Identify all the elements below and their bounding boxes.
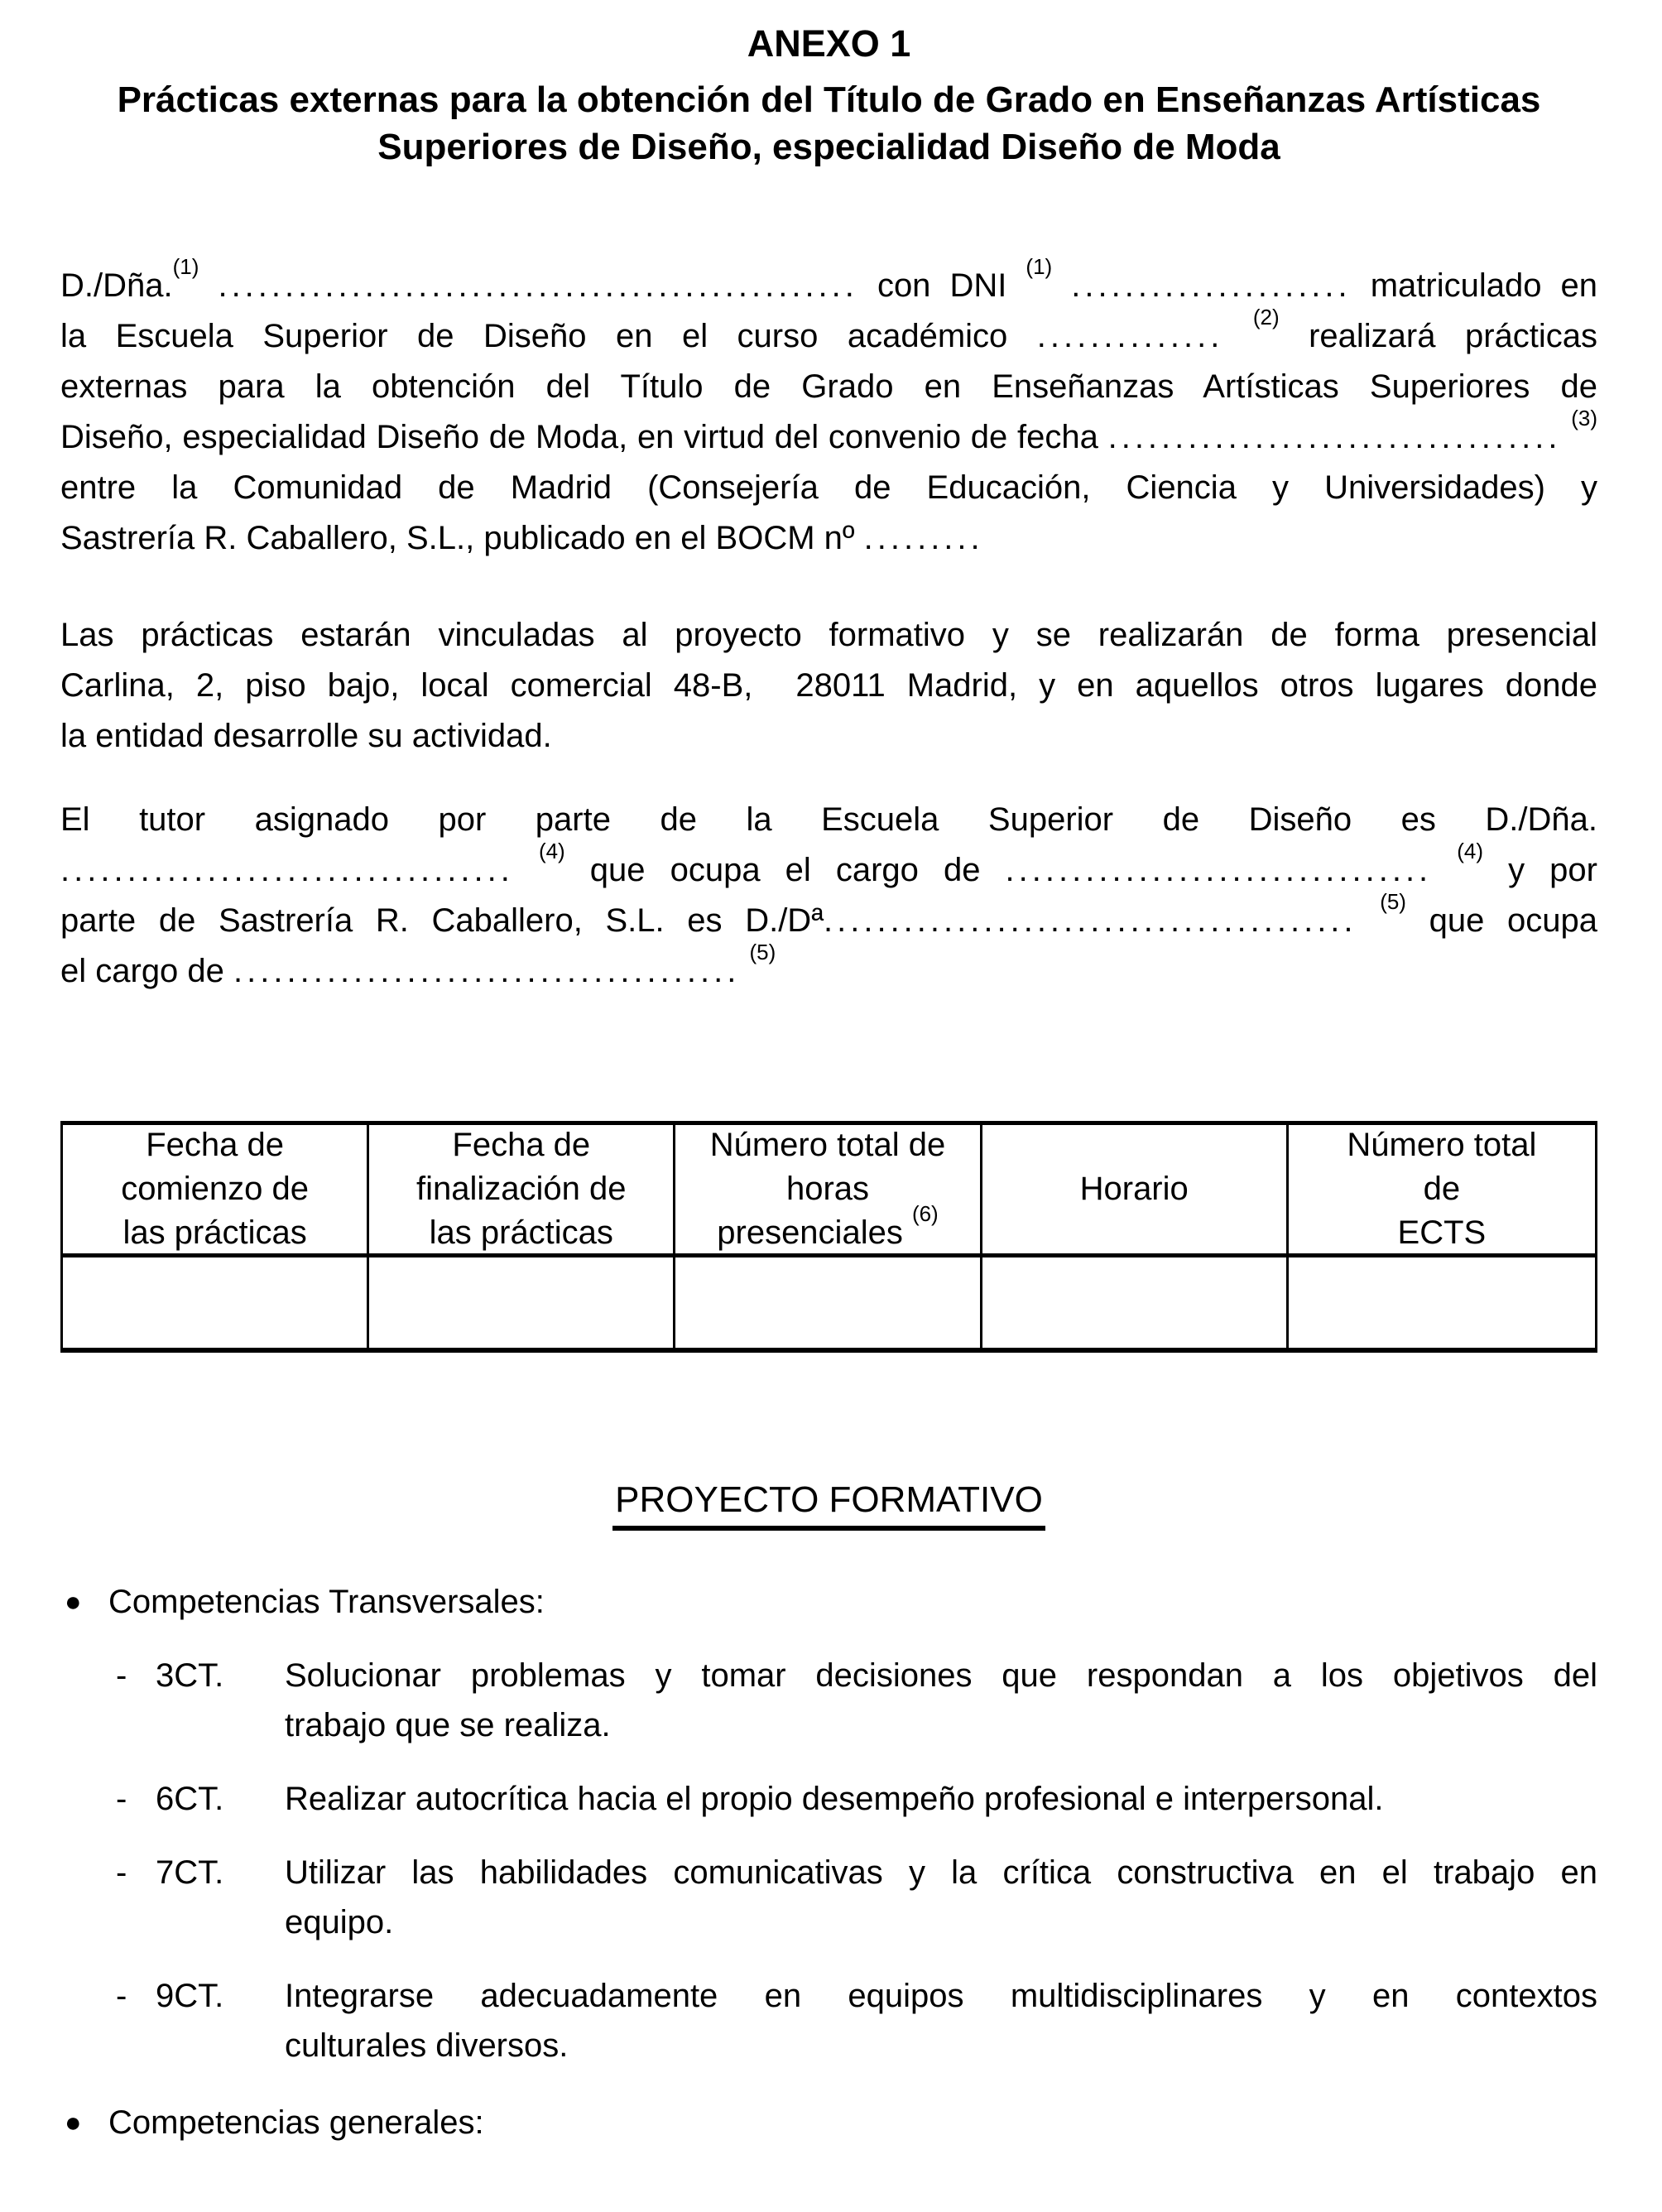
paragraph-student <box>60 253 1598 564</box>
text-line: la Escuela Superior de Diseño en el curso académico .............. $^{(2)}$ realizará prácticas <box>60 304 1598 354</box>
text-line: Fecha de <box>146 1127 284 1163</box>
section-heading: PROYECTO FORMATIVO <box>612 1479 1045 1531</box>
text-line: Las prácticas estarán vinculadas al proyecto formativo y se realizarán de forma presencial <box>60 617 1597 653</box>
text-line: Horario <box>1079 1171 1189 1207</box>
text-line: Utilizar las habilidades comunicativas y la crítica constructiva en el trabajo en <box>285 1854 1597 1891</box>
text-line: El tutor asignado por parte de la Escuela Superior de Diseño es D./Dña. <box>60 801 1597 838</box>
text-line: externas para la obtención del Título de Grado en Enseñanzas Artísticas Superiores de <box>60 368 1597 405</box>
table-header-cell-total-ects <box>1289 1125 1595 1253</box>
ct-text <box>285 1848 1597 1947</box>
footnote-marker: (6) <box>911 1200 939 1226</box>
table-body-row <box>63 1257 1595 1348</box>
table-header-cell-end-date <box>369 1125 675 1253</box>
dotted-blank: ................................ <box>1005 852 1433 888</box>
page-subtitle-line: Prácticas externas para la obtención del Título de Grado en Enseñanzas Artísticas <box>117 79 1541 120</box>
text-line: comienzo de <box>121 1171 309 1207</box>
text-line: Diseño, especialidad Diseño de Moda, en virtud del convenio de fecha .................................. $^{(3)}$ <box>60 405 1597 455</box>
dotted-blank: .................................. <box>60 852 514 888</box>
text-line: culturales diversos. <box>285 2027 569 2064</box>
text-line: trabajo que se realiza. <box>285 1707 611 1743</box>
ct-dash: - <box>116 1854 127 1891</box>
ct-item <box>116 1651 1597 1750</box>
text-line: Sastrería R. Caballero, S.L., publicado en el BOCM nº ......... <box>60 520 984 556</box>
ct-item <box>116 1774 1597 1824</box>
bullet-icon: ● <box>65 1586 82 1618</box>
footnote-marker: (5) <box>749 939 776 964</box>
table-body-cell-total-hours <box>675 1257 982 1348</box>
text-line: finalización de <box>416 1171 627 1207</box>
text-line: .................................. $^{(4)}$ que ocupa el cargo de ................................ $^{(4)}$ y por <box>60 838 1597 888</box>
footnote-marker: (4) <box>538 838 565 863</box>
footnote-marker: (1) <box>172 253 199 279</box>
dotted-blank: ........................................ <box>824 902 1357 939</box>
text-line: la entidad desarrolle su actividad. <box>60 718 552 754</box>
text-line: entre la Comunidad de Madrid (Consejería de Educación, Ciencia y Universidades) y <box>60 469 1597 506</box>
dotted-blank: .............. <box>1036 318 1224 354</box>
footnote-marker: (5) <box>1380 888 1406 914</box>
paragraph-tutors <box>60 795 1597 997</box>
paragraph-location <box>60 610 1597 762</box>
ct-text <box>285 1774 1597 1824</box>
bullet-label: Competencias generales: <box>108 2104 484 2141</box>
table-header-cell-schedule <box>982 1125 1289 1253</box>
page-title: ANEXO 1 <box>747 22 911 65</box>
dotted-blank: ..................... <box>1071 267 1352 304</box>
ct-dash: - <box>116 1657 127 1694</box>
ct-code: 9CT. <box>156 1978 224 2014</box>
footnote-marker: (3) <box>1571 405 1597 430</box>
text-line: las prácticas <box>122 1214 307 1251</box>
text-line: Carlina, 2, piso bajo, local comercial 48-B, 28011 Madrid, y en aquellos otros lugares donde <box>60 667 1597 704</box>
text-line: de <box>1423 1171 1461 1207</box>
bullet-group-generales <box>60 2098 1597 2147</box>
table-header-row <box>63 1125 1595 1257</box>
text-line: las prácticas <box>429 1214 613 1251</box>
ct-code: 7CT. <box>156 1854 224 1891</box>
text-line: Solucionar problemas y tomar decisiones que respondan a los objetivos del <box>285 1657 1597 1694</box>
text-line: parte de Sastrería R. Caballero, S.L. es D./Dª........................................ $^{(5)}$ que ocupa <box>60 888 1597 939</box>
ct-dash: - <box>116 1978 127 2014</box>
bullet-row <box>60 2098 1597 2147</box>
ct-text <box>285 1971 1597 2070</box>
page-subtitle-line: Superiores de Diseño, especialidad Diseño de Moda <box>377 127 1280 167</box>
table-body-cell-end-date <box>369 1257 675 1348</box>
table-body-cell-start-date <box>63 1257 369 1348</box>
table-body-cell-total-ects <box>1289 1257 1595 1348</box>
footnote-marker: (2) <box>1252 304 1280 329</box>
text-line: ECTS <box>1397 1214 1487 1251</box>
table-header-cell-total-hours <box>675 1125 982 1253</box>
text-line: equipo. <box>285 1904 394 1940</box>
text-line: el cargo de ...................................... $^{(5)}$ <box>60 939 776 989</box>
dotted-blank: .................................. <box>1107 419 1562 455</box>
bullet-label: Competencias Transversales: <box>108 1584 545 1620</box>
footnote-marker: (4) <box>1457 838 1484 863</box>
table-header-cell-start-date <box>63 1125 369 1253</box>
text-line: Integrarse adecuadamente en equipos multidisciplinares y en contextos <box>285 1978 1597 2014</box>
section-heading-wrap <box>60 1479 1597 1531</box>
text-line: D./Dña.$^{(1)}$ ................................................ con DNI $^{(1)}$ ..................... matriculado en <box>60 253 1598 304</box>
text-line: presenciales $^{(6)}$ <box>717 1200 939 1251</box>
ct-text <box>285 1651 1597 1750</box>
text-line: Fecha de <box>452 1127 591 1163</box>
text-line: Realizar autocrítica hacia el propio desempeño profesional e interpersonal. <box>285 1781 1384 1817</box>
ct-dash: - <box>116 1781 127 1817</box>
ct-list <box>60 1651 1597 2070</box>
bullet-group-transversales <box>60 1577 1597 2070</box>
table-body-cell-schedule <box>982 1257 1289 1348</box>
ct-code: 3CT. <box>156 1657 224 1694</box>
dotted-blank: ................................................ <box>218 267 858 304</box>
text-line: horas <box>785 1171 870 1207</box>
text-line: Número total de <box>709 1127 946 1163</box>
dotted-blank: ......... <box>863 520 984 556</box>
practice-schedule-table <box>60 1121 1597 1353</box>
footnote-marker: (1) <box>1026 253 1053 279</box>
dotted-blank: ...................................... <box>233 953 741 989</box>
bullet-icon: ● <box>65 2107 82 2138</box>
bullet-row <box>60 1577 1597 1627</box>
page-subtitle <box>60 76 1597 171</box>
ct-item <box>116 1971 1597 2070</box>
ct-code: 6CT. <box>156 1781 224 1817</box>
ct-item <box>116 1848 1597 1947</box>
text-line: Número total <box>1347 1127 1537 1163</box>
